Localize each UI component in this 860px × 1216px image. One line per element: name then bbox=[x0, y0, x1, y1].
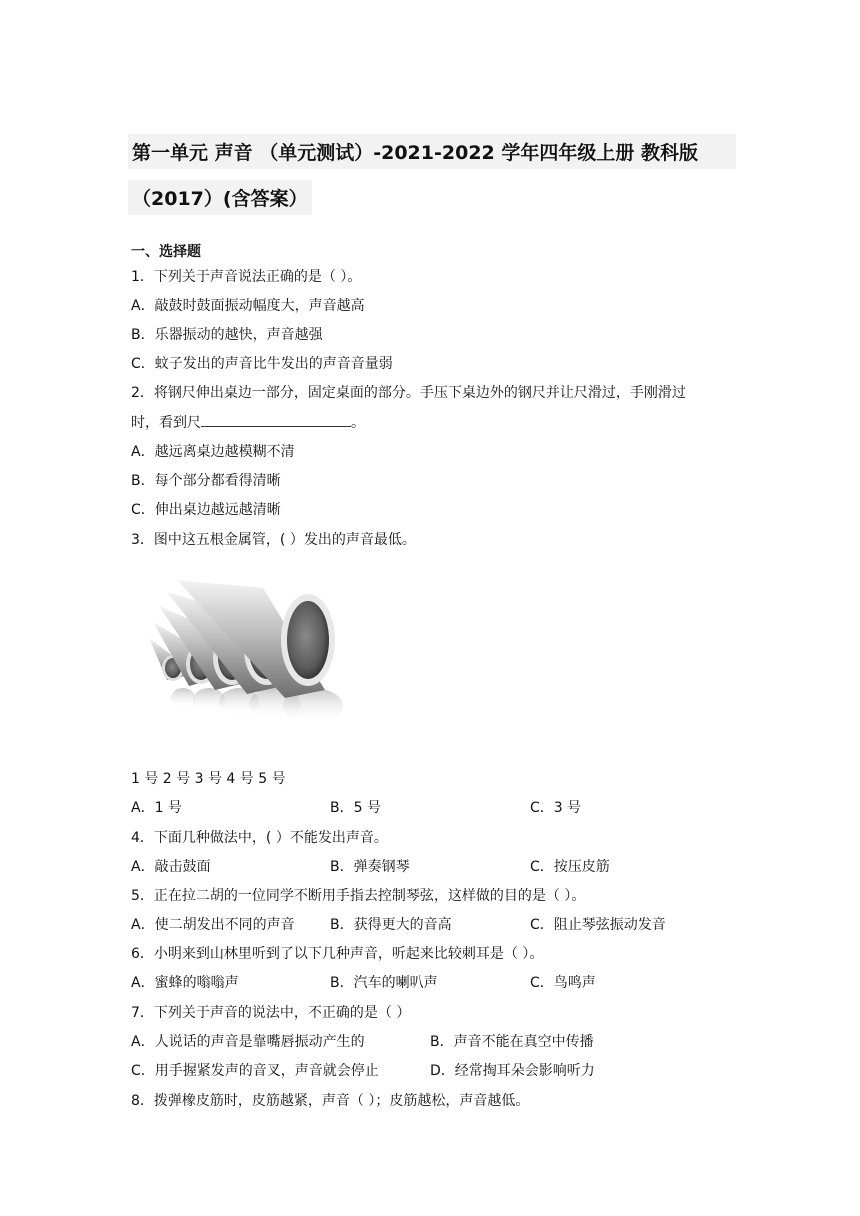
question-3-option-c: C．3 号 bbox=[530, 800, 582, 816]
question-2-stem-after-blank: 。 bbox=[351, 415, 365, 431]
question-1-option-a: A．敲鼓时鼓面振动幅度大，声音越高 bbox=[131, 298, 365, 314]
question-5-stem: 5．正在拉二胡的一位同学不断用手指去控制琴弦，这样做的目的是（ ）。 bbox=[131, 888, 586, 904]
question-1-stem: 1．下列关于声音说法正确的是（ ）。 bbox=[131, 269, 362, 285]
question-3-option-b: B．5 号 bbox=[330, 800, 381, 816]
question-3-option-a: A．1 号 bbox=[131, 800, 182, 816]
question-7-stem: 7．下列关于声音的说法中，不正确的是（ ） bbox=[131, 1005, 411, 1021]
question-4-option-c: C．按压皮筋 bbox=[530, 859, 610, 875]
question-1-option-c: C．蚊子发出的声音比牛发出的声音音量弱 bbox=[131, 356, 393, 372]
question-7-option-b: B．声音不能在真空中传播 bbox=[430, 1034, 594, 1050]
question-5-option-b: B．获得更大的音高 bbox=[330, 917, 452, 933]
question-2-option-a: A．越远离桌边越模糊不清 bbox=[131, 444, 295, 460]
question-5-option-c: C．阻止琴弦振动发音 bbox=[530, 917, 666, 933]
section-heading: 一、选择题 bbox=[131, 244, 201, 260]
question-6-option-a: A．蜜蜂的嗡嗡声 bbox=[131, 975, 239, 991]
question-3-stem: 3．图中这五根金属管，( ）发出的声音最低。 bbox=[131, 532, 416, 548]
question-8-stem: 8．拨弹橡皮筋时，皮筋越紧，声音（ ）；皮筋越松，声音越低。 bbox=[131, 1093, 530, 1109]
question-6-stem: 6．小明来到山林里听到了以下几种声音，听起来比较刺耳是（ ）。 bbox=[131, 946, 544, 962]
question-2-option-b: B．每个部分都看得清晰 bbox=[131, 473, 281, 489]
question-1-option-b: B．乐器振动的越快，声音越强 bbox=[131, 327, 323, 343]
question-2-option-c: C．伸出桌边越远越清晰 bbox=[131, 502, 281, 518]
question-2-stem-line-1: 2．将钢尺伸出桌边一部分，固定桌面的部分。手压下桌边外的钢尺并让尺滑过，手刚滑过 bbox=[131, 385, 686, 401]
question-5-option-a: A．使二胡发出不同的声音 bbox=[131, 917, 295, 933]
question-6-option-b: B．汽车的喇叭声 bbox=[330, 975, 438, 991]
question-4-stem: 4．下面几种做法中，( ）不能发出声音。 bbox=[131, 830, 388, 846]
question-3-image-caption: 1 号 2 号 3 号 4 号 5 号 bbox=[131, 771, 286, 787]
question-2-stem-before-blank: 时，看到尺 bbox=[131, 415, 201, 431]
metal-pipes-image bbox=[145, 578, 345, 728]
document-title-line-1: 第一单元 声音 （单元测试）-2021-2022 学年四年级上册 教科版 bbox=[128, 134, 736, 169]
question-2-stem-line-2 bbox=[131, 412, 365, 433]
question-6-option-c: C．鸟鸣声 bbox=[530, 975, 596, 991]
question-7-option-d: D．经常掏耳朵会影响听力 bbox=[430, 1063, 595, 1079]
question-4-option-b: B．弹奏钢琴 bbox=[330, 859, 410, 875]
answer-blank bbox=[201, 412, 351, 427]
document-title-line-2: （2017）(含答案） bbox=[128, 180, 312, 215]
question-4-option-a: A．敲击鼓面 bbox=[131, 859, 211, 875]
question-7-option-a: A．人说话的声音是靠嘴唇振动产生的 bbox=[131, 1034, 365, 1050]
question-7-option-c: C．用手握紧发声的音叉，声音就会停止 bbox=[131, 1063, 379, 1079]
